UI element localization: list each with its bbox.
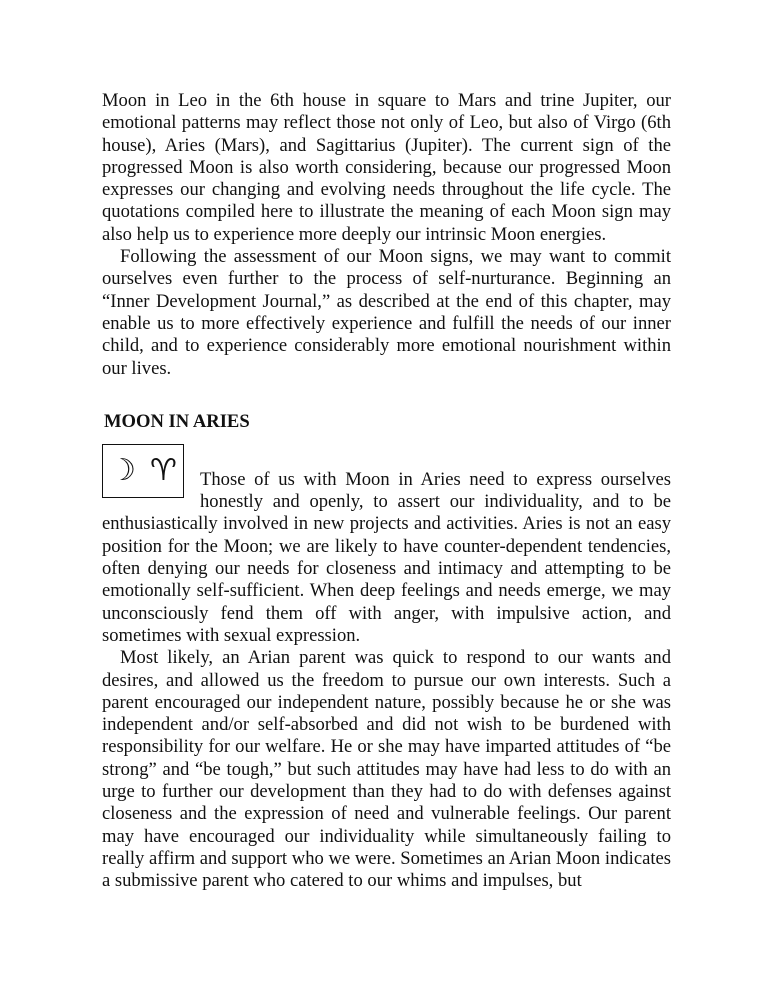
intro-paragraph-1: Moon in Leo in the 6th house in square to Mars and trine Jupiter, our emotional patterns may reflect those not only of Leo, but also of Virgo (6th house), Aries (Mars), and Sagittarius (Jupiter). The current sign of the progressed Moon is also worth considering, because our progressed Moon expresses our changing and evolving needs throughout the life cycle. The quotations compiled here to illustrate the meaning of each Moon sign may also help us to experience more deeply our intrinsic Moon energies. bbox=[102, 90, 671, 245]
section-paragraph-2: Most likely, an Arian parent was quick to respond to our wants and desires, and allowed us the freedom to pursue our own interests. Such a parent encouraged our independent nature, possibly because he or she was independent and/or self-absorbed and did not wish to be burdened with responsibility for our welfare. He or she may have imparted attitudes of “be strong” and “be tough,” but such attitudes may have had less to do with an urge to further our development than they had to do with defenses against closeness and the expression of need and vulnerable feelings. Our parent may have encouraged our individuality while simultaneously failing to really affirm and support who we were. Sometimes an Arian Moon indicates a submissive parent who catered to our whims and impulses, but bbox=[102, 647, 671, 892]
section-heading: MOON IN ARIES bbox=[104, 410, 250, 432]
aries-symbol-icon: ♈ bbox=[150, 452, 177, 488]
section-body bbox=[102, 440, 671, 647]
intro-paragraph-2: Following the assessment of our Moon signs, we may want to commit ourselves even further to the process of self-nurturance. Beginning an “Inner Development Journal,” as described at the end of this chapter, may enable us to more effectively experience and fulfill the needs of our inner child, and to experience considerably more emotional nourishment within our lives. bbox=[102, 246, 671, 379]
moon-aries-symbol-box bbox=[102, 444, 184, 498]
section-paragraph-1: Those of us with Moon in Aries need to express ourselves honestly and openly, to assert our individuality, and to be enthusiastically involved in new projects and activities. Aries is not an easy position for the Moon; we are likely to have counter-dependent tendencies, often denying our needs for closeness and intimacy and attempting to be emotionally self-sufficient. When deep feelings and needs emerge, we may unconsciously fend them off with anger, with impulsive action, and sometimes with sexual expression. bbox=[102, 468, 671, 646]
moon-symbol-icon: ☽ bbox=[109, 452, 136, 488]
document-page bbox=[102, 90, 671, 893]
